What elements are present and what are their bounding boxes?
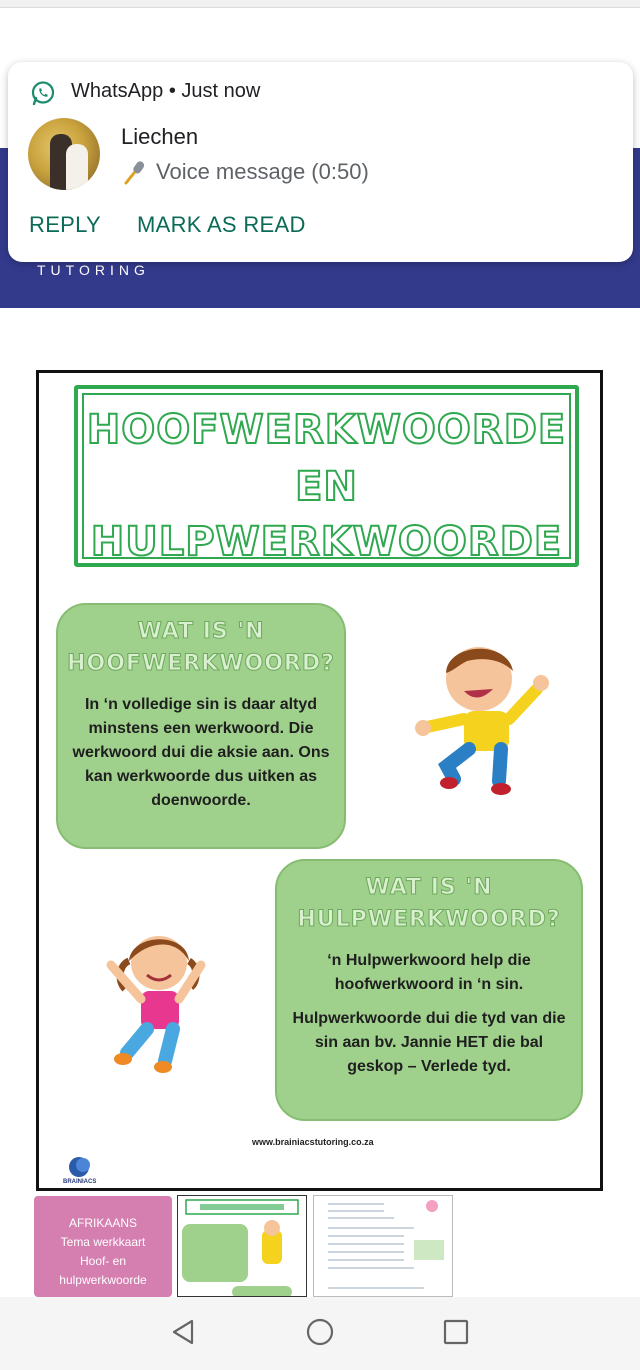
bubble-heading: HOOFWERKWOORD? — [67, 651, 335, 676]
worksheet-title-line-2: EN — [295, 464, 358, 510]
back-triangle-icon[interactable] — [168, 1317, 198, 1347]
notification-app-name: WhatsApp • Just now — [71, 80, 261, 102]
brainiacs-logo — [61, 1155, 105, 1185]
bubble-heading: WAT IS 'N — [137, 619, 265, 644]
worksheet-website-url: www.brainiacstutoring.co.za — [252, 1137, 374, 1147]
microphone-icon — [121, 158, 149, 186]
thumbnail-cover-line: hulpwerkwoorde — [59, 1273, 147, 1287]
recents-square-icon[interactable] — [441, 1317, 471, 1347]
bubble-heading: WAT IS 'N — [365, 875, 493, 900]
site-subtitle: TUTORING — [37, 262, 150, 278]
thumbnail-cover-line: Tema werkkaart — [60, 1235, 146, 1249]
whatsapp-icon — [30, 80, 56, 106]
bubble-text: ‘n Hulpwerkwoord help die hoofwerkwoord in ‘n sin. — [327, 952, 531, 993]
notification-message: Voice message (0:50) — [156, 159, 369, 184]
notification-sender: Liechen — [121, 124, 199, 149]
reply-button[interactable]: REPLY — [29, 212, 102, 237]
android-navigation-bar — [0, 1297, 640, 1370]
thumbnail-cover-line: AFRIKAANS — [68, 1216, 137, 1230]
definition-bubble-hulpwerkwoord — [275, 859, 583, 1121]
worksheet-title-box — [74, 385, 579, 567]
bubble-heading: HULPWERKWOORD? — [297, 907, 561, 932]
whatsapp-notification[interactable] — [8, 62, 633, 262]
worksheet-title-line-3: HULPWERKWOORDE — [90, 519, 563, 565]
avatar — [28, 118, 100, 190]
svg-text:BRAINIACS: BRAINIACS — [63, 1179, 97, 1185]
mark-as-read-button[interactable]: MARK AS READ — [137, 212, 306, 237]
thumbnail-exercise-page[interactable] — [313, 1195, 453, 1297]
jumping-boy-illustration — [409, 631, 549, 796]
worksheet-title-line-1: HOOFWERKWOORDE — [86, 407, 567, 453]
worksheet-image[interactable] — [36, 370, 603, 1191]
thumbnail-worksheet-page[interactable] — [177, 1195, 307, 1297]
jumping-girl-illustration — [97, 925, 217, 1075]
thumbnail-cover-line: Hoof- en — [79, 1254, 127, 1268]
bubble-text: In ‘n volledige sin is daar altyd minstens een werkwoord. Die werkwoord dui die aksie aan. Ons kan werkwoorde dus uitken as doenwoorde. — [72, 696, 330, 809]
thumbnail-cover[interactable] — [34, 1196, 172, 1297]
bubble-text: Hulpwerkwoorde dui die tyd van die sin aan bv. Jannie HET die bal geskop – Verlede tyd. — [292, 1010, 566, 1075]
definition-bubble-hoofwerkwoord — [56, 603, 346, 849]
thumbnail-strip — [0, 1195, 640, 1297]
home-circle-icon[interactable] — [305, 1317, 335, 1347]
status-bar-strip — [0, 0, 640, 8]
